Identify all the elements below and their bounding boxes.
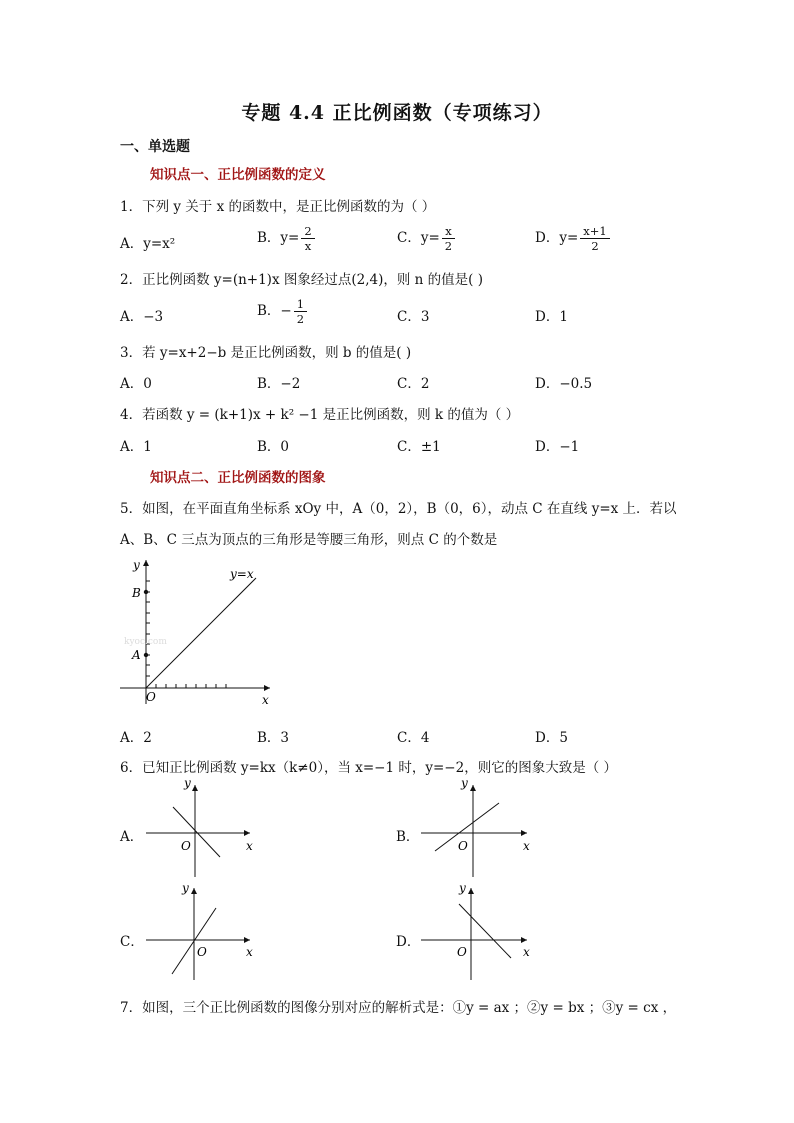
question-5-line-2: A、B、C 三点为顶点的三角形是等腰三角形，则点 C 的个数是 [120, 532, 498, 548]
q1-option-d-fraction [580, 224, 609, 253]
q6-d-origin-label: O [457, 945, 467, 959]
q6-a-y-label: y [184, 776, 191, 790]
q1-option-a: A．y=x² [120, 236, 176, 252]
q1-c-denominator: 2 [444, 239, 453, 253]
q1-option-d [535, 224, 612, 253]
question-1: 1．下列 y 关于 x 的函数中，是正比例函数的为（ ） [120, 199, 436, 215]
q1-option-d-prefix: D．y= [535, 230, 579, 246]
q5-option-d: D．5 [535, 730, 568, 746]
q6-c-origin-label: O [197, 945, 207, 959]
q6-b-origin-label: O [458, 839, 468, 853]
knowledge-point-1: 知识点一、正比例函数的定义 [150, 167, 326, 183]
q6-c-y-label: y [182, 881, 189, 895]
q4-option-d: D．−1 [535, 439, 580, 455]
q6-option-c-label: C． [120, 934, 144, 950]
q6-a-x-label: x [246, 839, 253, 853]
q6-b-x-label: x [523, 839, 530, 853]
question-4: 4．若函数 y = (k+1)x + k² −1 是正比例函数，则 k 的值为（ ） [120, 407, 520, 423]
q5-x-label: x [262, 693, 269, 707]
q4-option-a: A．1 [120, 439, 152, 455]
q3-option-b: B．−2 [257, 376, 301, 392]
q5-y-label: y [133, 558, 140, 572]
q5-point-a-label: A [132, 648, 141, 662]
q2-option-b [257, 297, 309, 326]
q5-x-arrow [264, 685, 270, 691]
q6-option-b-label: B． [396, 829, 420, 845]
q6-d-y-label: y [459, 881, 466, 895]
q3-option-c: C．2 [397, 376, 430, 392]
q1-option-c-fraction [442, 224, 455, 253]
q1-option-c [397, 224, 457, 253]
q6-a-origin-label: O [181, 839, 191, 853]
q1-b-numerator: 2 [301, 224, 314, 239]
q1-option-b-prefix: B．y= [257, 230, 300, 246]
q5-option-a: A．2 [120, 730, 152, 746]
q2-option-c: C．3 [397, 309, 430, 325]
q6-graph-c [140, 878, 265, 983]
q4-option-b: B．0 [257, 439, 290, 455]
q4-option-c: C．±1 [397, 439, 441, 455]
q2-option-d: D．1 [535, 309, 568, 325]
q6-d-x-label: x [523, 945, 530, 959]
q2-option-a: A．−3 [120, 309, 164, 325]
section-heading: 一、单选题 [120, 139, 190, 155]
q5-point-a [144, 653, 148, 657]
q5-option-b: B．3 [257, 730, 290, 746]
q5-line-y-equals-x [146, 578, 256, 688]
q3-option-a: A．0 [120, 376, 152, 392]
q5-point-b-label: B [132, 586, 141, 600]
q1-b-denominator: x [304, 239, 312, 253]
q2-option-b-fraction [294, 297, 307, 326]
q2-b-numerator: 1 [294, 297, 307, 312]
question-2: 2．正比例函数 y=(n+1)x 图象经过点(2,4)，则 n 的值是( ) [120, 272, 483, 288]
q6-graph-a [140, 775, 265, 880]
q6-b-y-label: y [461, 776, 468, 790]
q5-line-label: y=x [230, 567, 254, 581]
q6-c-x-label: x [246, 945, 253, 959]
question-5-line-1: 5．如图，在平面直角坐标系 xOy 中，A（0，2），B（0，6），动点 C 在直线 y=x 上．若以 [120, 501, 677, 517]
q5-coordinate-graph [110, 552, 285, 712]
q6-option-d-label: D． [396, 934, 421, 950]
q2-b-denominator: 2 [296, 312, 305, 326]
q5-origin-label: O [146, 690, 156, 704]
q1-option-c-prefix: C．y= [397, 230, 440, 246]
q6-graph-b [415, 775, 540, 880]
q5-y-arrow [143, 560, 149, 566]
q3-option-d: D．−0.5 [535, 376, 593, 392]
q5-y-ticks [146, 581, 150, 676]
q1-option-b-fraction [301, 224, 314, 253]
question-3: 3．若 y=x+2−b 是正比例函数，则 b 的值是( ) [120, 345, 412, 361]
q1-option-b [257, 224, 317, 253]
question-7: 7．如图，三个正比例函数的图像分别对应的解析式是：①y = ax ；②y = bx ；③y = cx ， [120, 1000, 677, 1016]
q1-d-numerator: x+1 [580, 224, 609, 239]
q1-c-numerator: x [442, 224, 455, 239]
q6-graph-d [415, 878, 540, 983]
q5-watermark: kyoc.com [124, 637, 167, 647]
page-title: 专题 4.4 正比例函数（专项练习） [241, 102, 553, 124]
question-6: 6．已知正比例函数 y=kx（k≠0），当 x=−1 时，y=−2，则它的图象大致是（ ） [120, 760, 617, 776]
q5-x-ticks [156, 684, 226, 688]
q6-option-a-label: A． [120, 829, 144, 845]
q5-option-c: C．4 [397, 730, 430, 746]
q1-d-denominator: 2 [591, 239, 599, 253]
q5-point-b [144, 590, 148, 594]
q2-option-b-prefix: B．− [257, 303, 292, 319]
knowledge-point-2: 知识点二、正比例函数的图象 [150, 470, 326, 486]
